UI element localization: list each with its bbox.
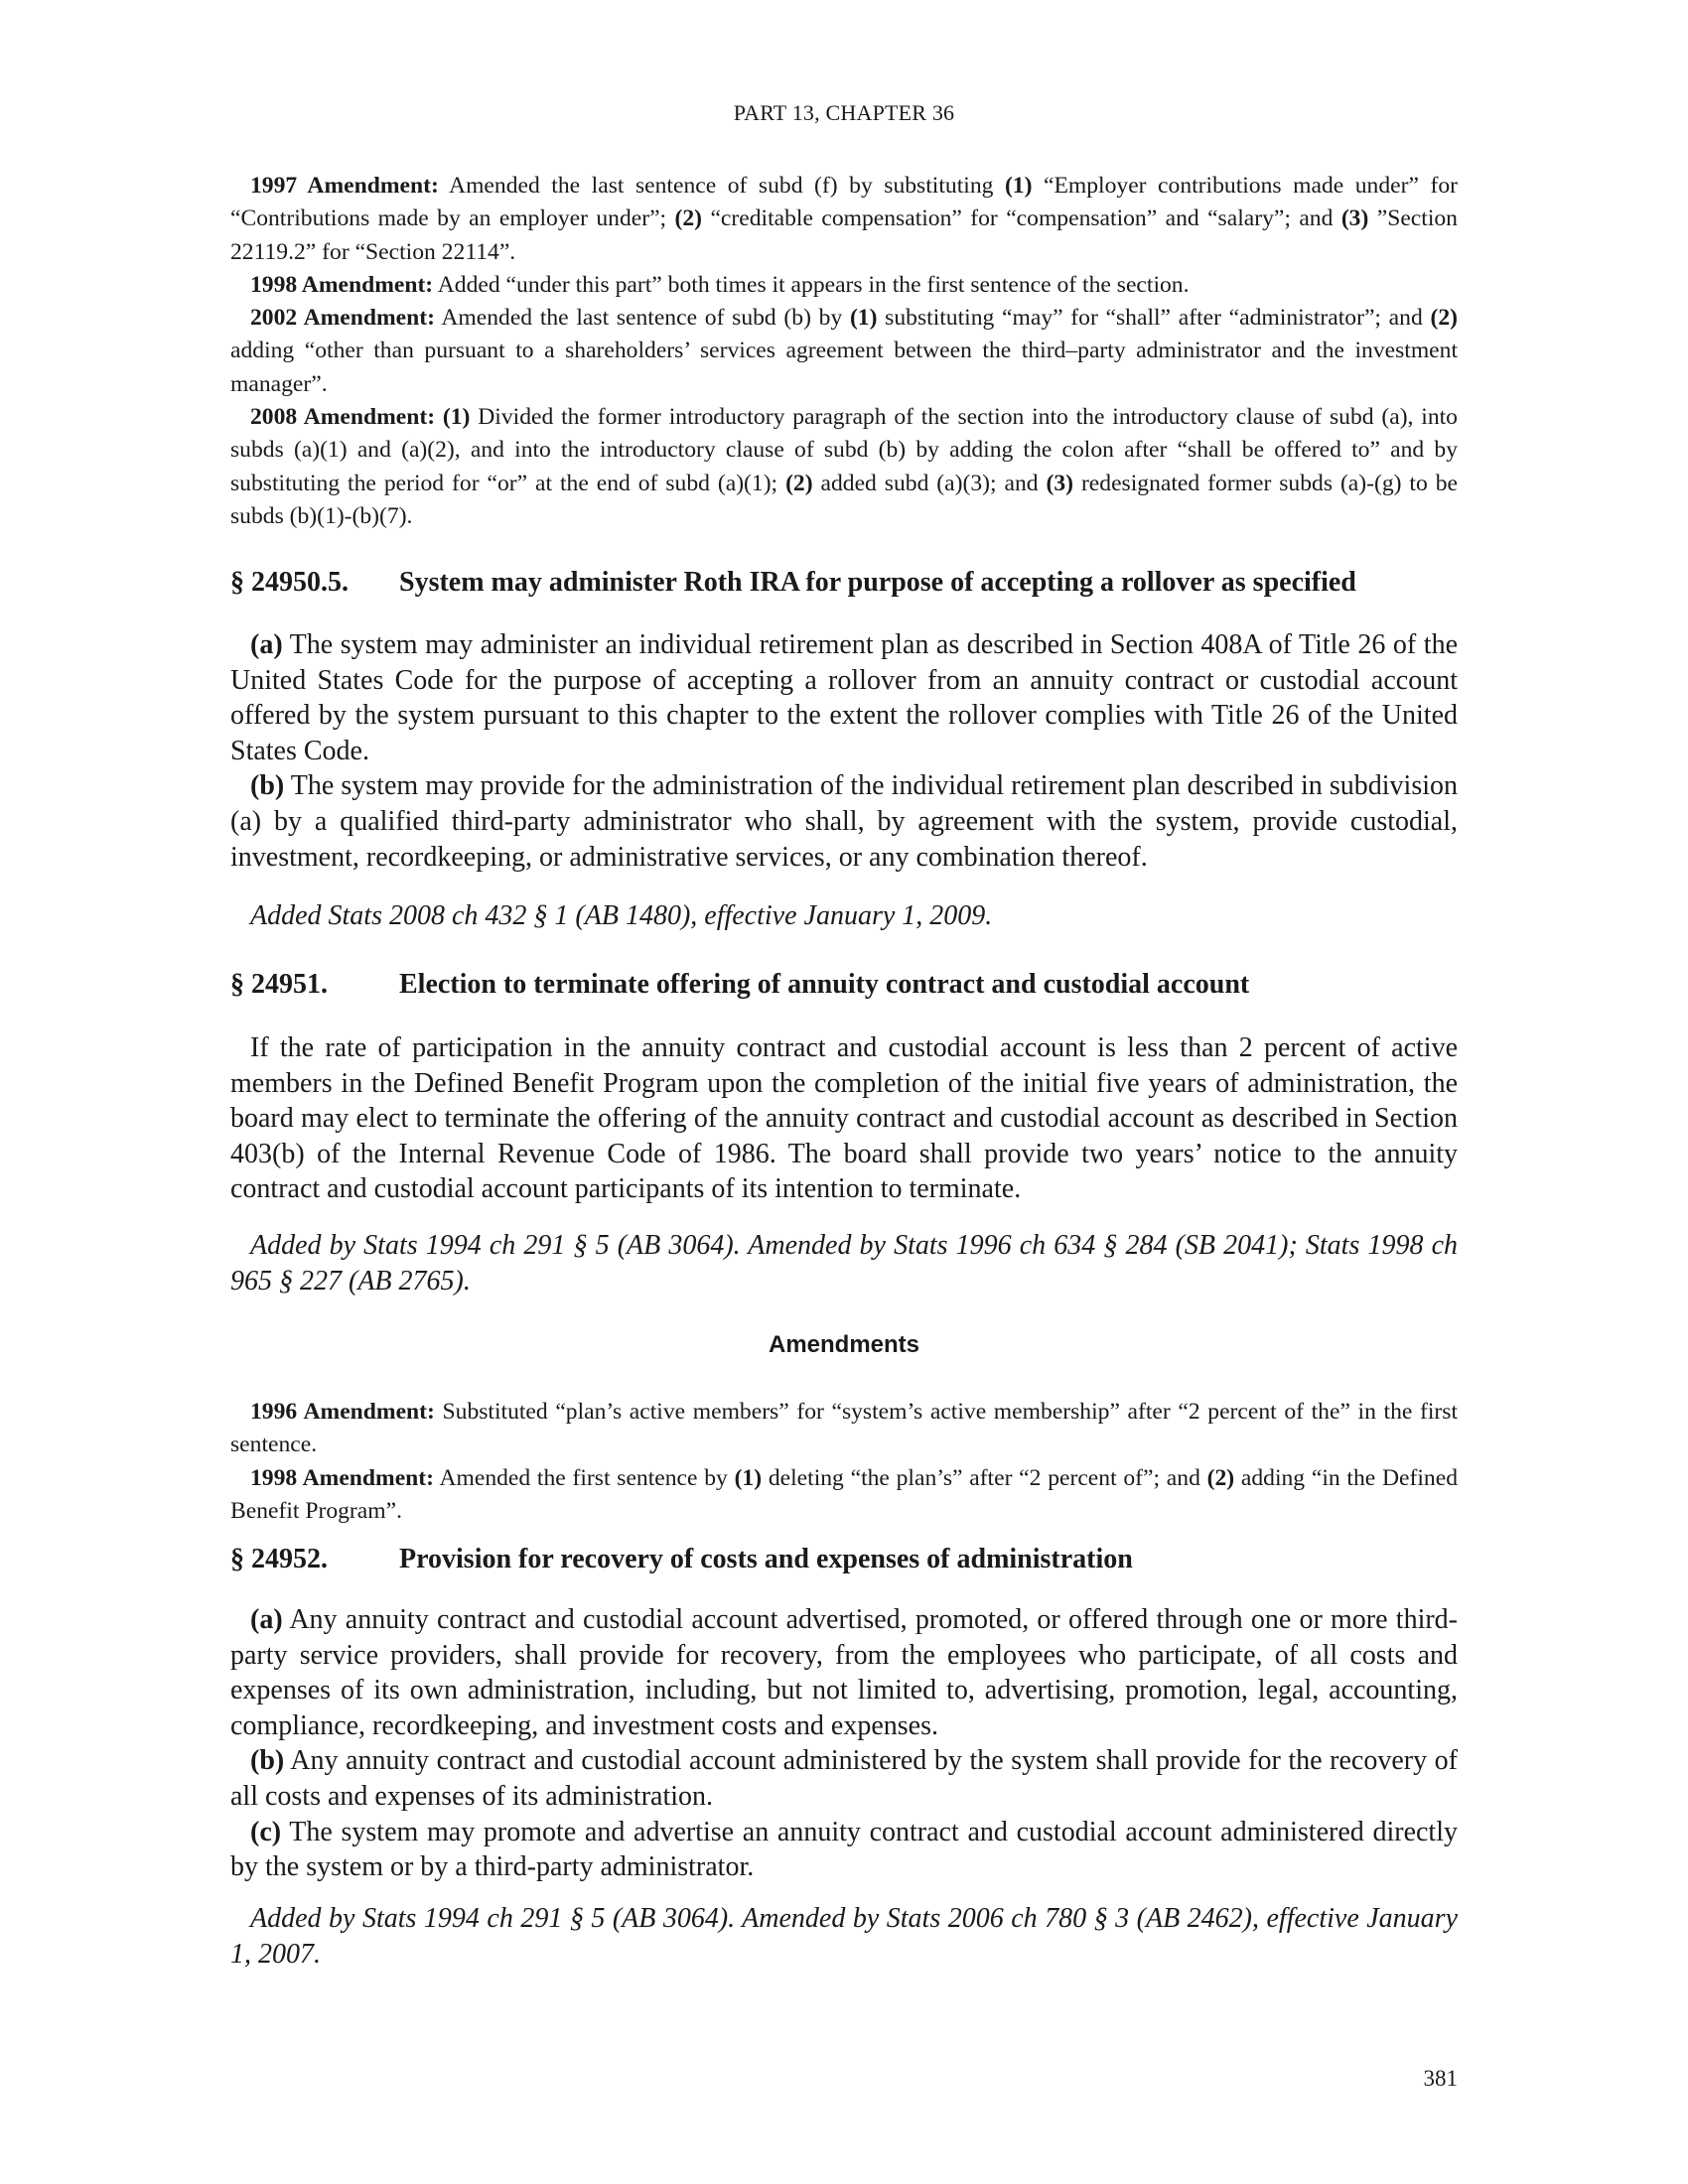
amendment-label: 1998 Amendment: xyxy=(250,1464,435,1491)
section-amendments xyxy=(230,1396,1458,1528)
section-number: § 24950.5. xyxy=(230,567,349,598)
subdivision-paragraph: (a) Any annuity contract and custodial account advertised, promoted, or offered through one or more third-party service providers, shall provide for recovery, from the employees who participate, of all costs and expenses of its own administration, including, but not limited to, advertising, promotion, legal, accounting, compliance, recordkeeping, and investment costs and expenses. xyxy=(230,1604,1458,1741)
subdivision-paragraph: (b) Any annuity contract and custodial account administered by the system shall provide for the recovery of all costs and expenses of its administration. xyxy=(230,1745,1458,1812)
amendment-label: 1998 Amendment: xyxy=(250,271,434,298)
amendment-note: 1997 Amendment: Amended the last sentence of subd (f) by substituting (1) “Employer contributions made under” for “Contributions made by an employer under”; (2) “creditable compensation” for “compensation” and “salary”; and (3) ”Section 22119.2” for “Section 22114”. xyxy=(230,173,1458,265)
amendment-note: 2008 Amendment: (1) Divided the former introductory paragraph of the section into the introductory clause of subd (a), into subds (a)(1) and (a)(2), and into the introductory clause of subd (b) by adding the colon after “shall be offered to” and by substituting the period for “or” at the end of subd (a)(1); (2) added subd (a)(3); and (3) redesignated former subds (a)-(g) to be subds (b)(1)-(b)(7). xyxy=(230,404,1458,529)
page-number: 381 xyxy=(1423,2066,1458,2091)
intro-amendments xyxy=(230,170,1458,533)
section-heading xyxy=(230,969,1458,1001)
amendment-note: 1996 Amendment: Substituted “plan’s active members” for “system’s active membership” after “2 percent of the” in the first sentence. xyxy=(230,1399,1458,1458)
amendment-label: 2002 Amendment: xyxy=(250,305,435,332)
section-title: System may administer Roth IRA for purpose of accepting a rollover as specified xyxy=(399,567,1356,598)
section-title: Election to terminate offering of annuity contract and custodial account xyxy=(399,969,1250,1000)
subdivision-paragraph: (c) The system may promote and advertise an annuity contract and custodial account administered directly by the system or by a third-party administrator. xyxy=(230,1816,1458,1883)
section-number: § 24952. xyxy=(230,1544,328,1574)
section-history: Added Stats 2008 ch 432 § 1 (AB 1480), effective January 1, 2009. xyxy=(250,900,993,931)
section-heading xyxy=(230,1544,1458,1575)
amendment-label: 2008 Amendment: xyxy=(250,404,436,431)
section-paragraph: If the rate of participation in the annuity contract and custodial account is less than 2 percent of active members in the Defined Benefit Program upon the completion of the initial five years of administration, the board may elect to terminate the offering of the annuity contract and custodial account as described in Section 403(b) of the Internal Revenue Code of 1986. The board shall provide two years’ notice to the annuity contract and custodial account participants of its intention to terminate. xyxy=(230,1032,1458,1205)
section-history: Added by Stats 1994 ch 291 § 5 (AB 3064). Amended by Stats 1996 ch 634 § 284 (SB 2041); Stats 1998 ch 965 § 227 (AB 2765). xyxy=(230,1230,1458,1297)
amendment-note: 1998 Amendment: Amended the first sentence by (1) deleting “the plan’s” after “2 percent of”; and (2) adding “in the Defined Benefit Program”. xyxy=(230,1464,1458,1524)
subdivision-paragraph: (a) The system may administer an individual retirement plan as described in Section 408A of Title 26 of the United States Code for the purpose of accepting a rollover from an annuity contract or custodial account offered by the system pursuant to this chapter to the extent the rollover complies with Title 26 of the United States Code. xyxy=(230,629,1458,766)
section-body xyxy=(230,1602,1458,1885)
amendment-label: 1997 Amendment: xyxy=(250,173,439,199)
amendment-note: 2002 Amendment: Amended the last sentence of subd (b) by (1) substituting “may” for “shall” after “administrator”; and (2) adding “other than pursuant to a shareholders’ services agreement between the third–party administrator and the investment manager”. xyxy=(230,305,1458,397)
running-head: PART 13, CHAPTER 36 xyxy=(733,100,955,125)
section-history: Added by Stats 1994 ch 291 § 5 (AB 3064). Amended by Stats 2006 ch 780 § 3 (AB 2462), effective January 1, 2007. xyxy=(230,1903,1458,1970)
section-body xyxy=(230,1030,1458,1207)
amendment-note: 1998 Amendment: Added “under this part” both times it appears in the first sentence of the section. xyxy=(250,271,1190,298)
subdivision-paragraph: (b) The system may provide for the administration of the individual retirement plan described in subdivision (a) by a qualified third-party administrator who shall, by agreement with the system, provide custodial, investment, recordkeeping, or administrative services, or any combination thereof. xyxy=(230,770,1458,873)
amendment-label: 1996 Amendment: xyxy=(250,1399,435,1425)
section-title: Provision for recovery of costs and expenses of administration xyxy=(399,1544,1133,1574)
section-body xyxy=(230,627,1458,875)
section-number: § 24951. xyxy=(230,969,328,1000)
amendments-heading: Amendments xyxy=(768,1331,920,1358)
section-heading xyxy=(230,567,1458,599)
